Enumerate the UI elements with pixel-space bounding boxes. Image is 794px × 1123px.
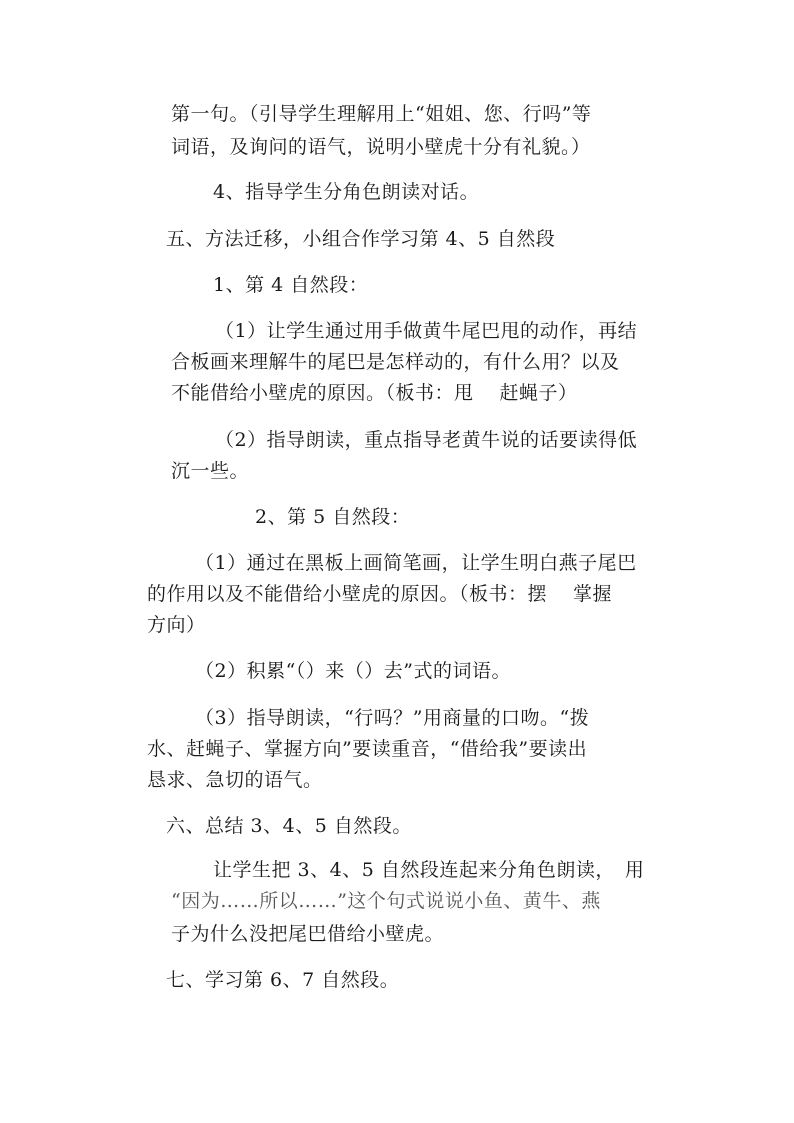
- section-heading: 六、总结 3、4、5 自然段。: [166, 815, 412, 837]
- text-line: 词语，及询问的语气，说明小壁虎十分有礼貌。）: [171, 136, 591, 158]
- text-line: 的作用以及不能借给小壁虎的原因。（板书：摆 掌握: [147, 583, 613, 605]
- text-line: “因为……所以……”这个句式说说小鱼、黄牛、燕: [171, 890, 601, 912]
- subsection-heading: 1、第 4 自然段：: [213, 274, 369, 296]
- text-line: 子为什么没把尾巴借给小壁虎。: [171, 923, 445, 945]
- text-line: 水、赶蝇子、掌握方向”要读重音，“借给我”要读出: [147, 738, 588, 760]
- text-line: 4、指导学生分角色朗读对话。: [213, 181, 480, 203]
- text-line: 不能借给小壁虎的原因。（板书：甩 赶蝇子）: [171, 382, 578, 404]
- subsection-heading: 2、第 5 自然段：: [255, 506, 411, 528]
- text-line: （2）指导朗读，重点指导老黄牛说的话要读得低: [215, 429, 638, 451]
- text-line: （1）通过在黑板上画简笔画，让学生明白燕子尾巴: [195, 552, 637, 574]
- section-heading: 七、学习第 6、7 自然段。: [166, 969, 400, 991]
- text-line: （1）让学生通过用手做黄牛尾巴甩的动作，再结: [215, 320, 638, 342]
- text-line: 合板画来理解牛的尾巴是怎样动的，有什么用？以及: [171, 351, 620, 373]
- text-line: 方向）: [147, 614, 206, 636]
- section-heading: 五、方法迁移，小组合作学习第 4、5 自然段: [166, 228, 556, 250]
- text-line: （2）积累“（）来（）去”式的词语。: [195, 660, 512, 682]
- text-line: 恳求、急切的语气。: [147, 769, 323, 791]
- text-line: 沉一些。: [171, 460, 250, 482]
- text-line: 第一句。（引导学生理解用上“姐姐、您、行吗”等: [171, 103, 592, 125]
- text-line: 让学生把 3、4、5 自然段连起来分角色朗读， 用: [213, 859, 645, 881]
- text-line: （3）指导朗读，“行吗？”用商量的口吻。“拨: [195, 707, 590, 729]
